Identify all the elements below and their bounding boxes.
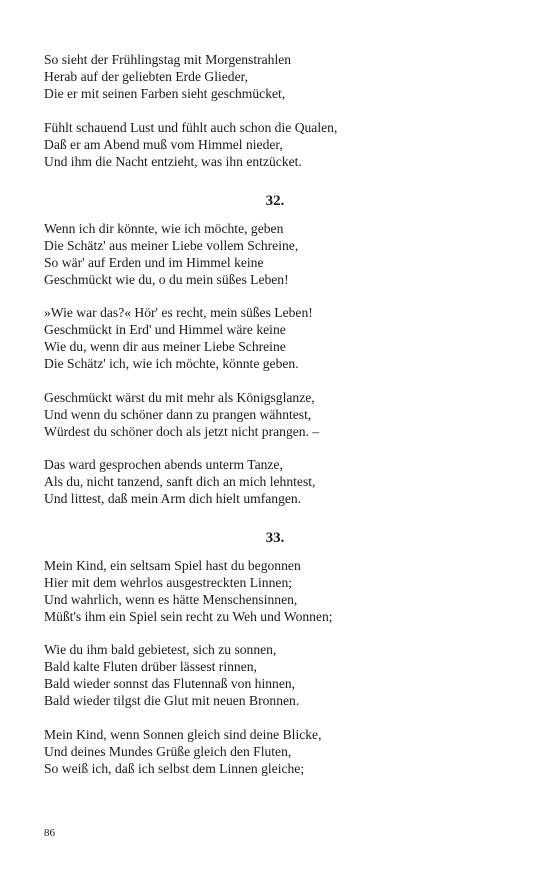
verse-line: Die er mit seinen Farben sieht geschmücket, [44, 86, 286, 101]
verse-line: Daß er am Abend muß vom Himmel nieder, [44, 137, 283, 152]
verse-line: Bald kalte Fluten drüber lässest rinnen, [44, 659, 257, 674]
verse-line: So wär' auf Erden und im Himmel keine [44, 255, 264, 270]
verse-line: Und wenn du schöner dann zu prangen wähntest, [44, 407, 312, 422]
verse-line: Geschmückt wie du, o du mein süßes Leben! [44, 272, 289, 287]
verse-line: »Wie war das?« Hör' es recht, mein süßes Leben! [44, 305, 313, 320]
verse-line: Das ward gesprochen abends unterm Tanze, [44, 457, 283, 472]
verse-line: Hier mit dem wehrlos ausgestreckten Linnen; [44, 575, 293, 590]
verse-line: Bald wieder sonnst das Flutennaß von hinnen, [44, 676, 296, 691]
verse-line: Wie du ihm bald gebietest, sich zu sonnen, [44, 642, 277, 657]
verse-line: Die Schätz' aus meiner Liebe vollem Schreine, [44, 238, 299, 253]
verse-line: So sieht der Frühlingstag mit Morgenstrahlen [44, 52, 292, 67]
verse-line: Wenn ich dir könnte, wie ich möchte, geben [44, 221, 284, 236]
verse-line: Herab auf der geliebten Erde Glieder, [44, 69, 249, 84]
poem-number-heading: 33. [265, 530, 285, 546]
verse-line: Mein Kind, wenn Sonnen gleich sind deine Blicke, [44, 727, 322, 742]
verse-line: So weiß ich, daß ich selbst dem Linnen gleiche; [44, 761, 305, 776]
verse-line: Als du, nicht tanzend, sanft dich an mich lehntest, [44, 474, 316, 489]
verse-line: Mein Kind, ein seltsam Spiel hast du begonnen [44, 558, 301, 573]
verse-line: Die Schätz' ich, wie ich möchte, könnte geben. [44, 356, 299, 371]
verse-line: Würdest du schöner doch als jetzt nicht prangen. – [44, 424, 320, 439]
verse-line: Und ihm die Nacht entzieht, was ihn entzücket. [44, 154, 302, 169]
verse-line: Müßt's ihm ein Spiel sein recht zu Weh und Wonnen; [44, 609, 333, 624]
verse-line: Geschmückt wärst du mit mehr als Königsglanze, [44, 390, 315, 405]
verse-line: Bald wieder tilgst die Glut mit neuen Bronnen. [44, 693, 300, 708]
page-number: 86 [44, 827, 55, 839]
verse-line: Wie du, wenn dir aus meiner Liebe Schreine [44, 339, 286, 354]
poem-number-heading: 32. [265, 193, 285, 209]
verse-line: Fühlt schauend Lust und fühlt auch schon die Qualen, [44, 120, 338, 135]
verse-line: Geschmückt in Erd' und Himmel wäre keine [44, 322, 286, 337]
verse-line: Und littest, daß mein Arm dich hielt umfangen. [44, 491, 302, 506]
verse-line: Und deines Mundes Grüße gleich den Fluten, [44, 744, 292, 759]
verse-line: Und wahrlich, wenn es hätte Menschensinnen, [44, 592, 298, 607]
